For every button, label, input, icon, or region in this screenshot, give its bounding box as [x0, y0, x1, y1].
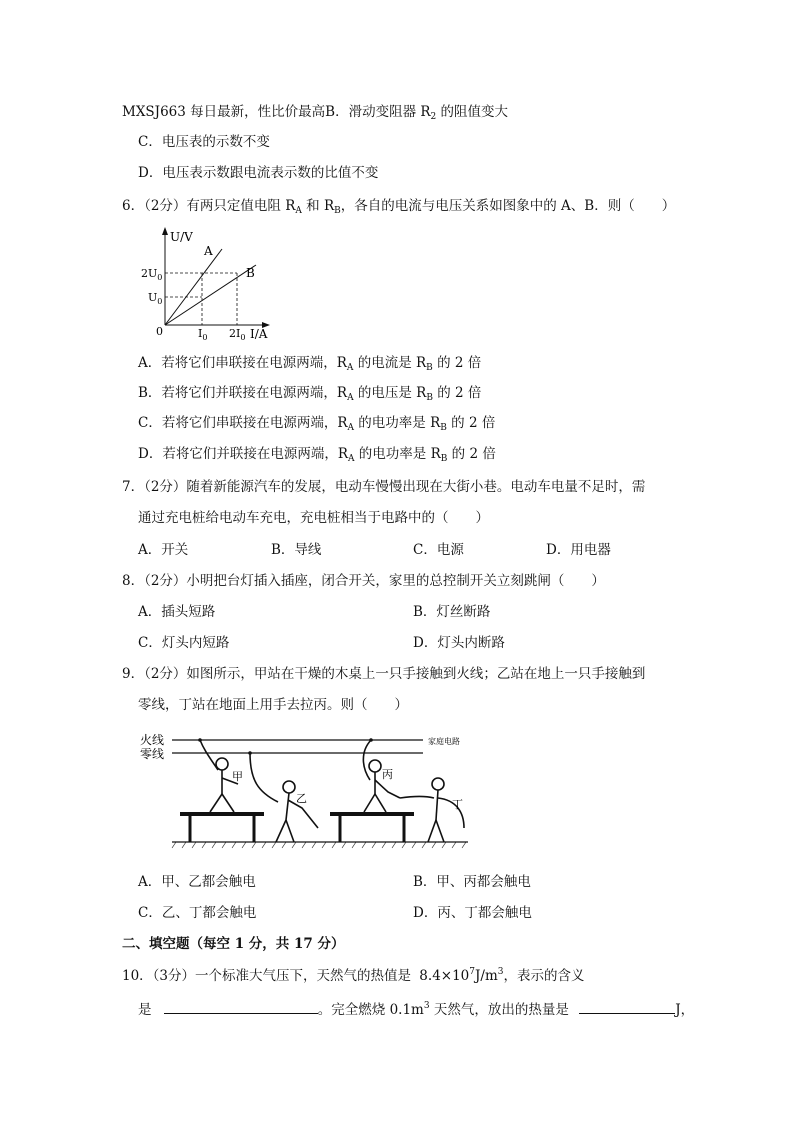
person-jia-label: 甲 — [232, 770, 243, 783]
q7-option-d: D．用电器 — [546, 542, 611, 558]
q8-option-b: B．灯丝断路 — [413, 604, 491, 620]
zero-wire-label: 零线 — [140, 747, 165, 761]
line-a-label: A — [204, 244, 213, 258]
q6-option-d: D．若将它们并联接在电源两端，$R_A$ 的电功率是 $R_B$ 的 2 倍 — [138, 446, 496, 464]
q10-line2: 是 。完全燃烧 $0.1m^3$ 天然气，放出的热量是 J， — [138, 1001, 695, 1018]
x-tick-2i0: $2I_0$ — [229, 327, 246, 342]
section-2-title: 二、填空题（每空 1 分，共 17 分） — [122, 936, 345, 952]
q8-option-a: A．插头短路 — [138, 604, 216, 620]
header-line: MXSJ663 每日最新，性比价最高B．滑动变阻器 $R_2$ 的阻值变大 — [122, 104, 509, 122]
line-b-label: B — [246, 266, 255, 280]
q5-option-c: C．电压表的示数不变 — [138, 134, 270, 150]
table-2-top — [330, 812, 414, 816]
q6-stem: 6．（2分）有两只定值电阻 $R_A$ 和 $R_B$，各自的电流与电压关系如图象中的 A、B．则（ ） — [122, 198, 676, 216]
q9-stem-line1: 9．（2分）如图所示，甲站在干燥的木桌上一只手接触到火线；乙站在地上一只手接触到 — [122, 666, 646, 682]
q9-option-a: A．甲、乙都会触电 — [138, 874, 256, 890]
q10-line1: 10．（3分）一个标准大气压下，天然气的热值是 $8.4\times 10^7J/m^3$，表示的含义 — [122, 967, 585, 984]
ground-hatch — [172, 842, 466, 848]
y-tick-2u0: $2U_0$ — [141, 267, 163, 282]
q5-option-d: D．电压表示数跟电流表示数的比值不变 — [138, 165, 379, 181]
q8-option-c: C．灯头内短路 — [138, 635, 230, 651]
circuit-label: 家庭电路 — [428, 737, 460, 746]
q10-blank-2[interactable] — [579, 999, 675, 1014]
q6-option-a: A．若将它们串联接在电源两端，$R_A$ 的电流是 $R_B$ 的 2 倍 — [138, 355, 482, 373]
person-bing-label: 丙 — [382, 768, 393, 781]
y-axis-label: U/V — [170, 230, 193, 244]
q6-graph — [140, 225, 280, 345]
q9-option-c: C．乙、丁都会触电 — [138, 905, 257, 921]
q9-figure — [138, 728, 483, 858]
q6-option-c: C．若将它们串联接在电源两端，$R_A$ 的电功率是 $R_B$ 的 2 倍 — [138, 415, 496, 433]
q7-stem-line1: 7．（2分）随着新能源汽车的发展，电动车慢慢出现在大街小巷。电动车电量不足时，需 — [122, 479, 646, 495]
person-yi-label: 乙 — [296, 792, 307, 805]
q10-blank-1[interactable] — [164, 999, 318, 1014]
q7-option-a: A．开关 — [138, 542, 189, 558]
origin-label: 0 — [156, 325, 163, 338]
q7-option-b: B．导线 — [271, 542, 322, 558]
q8-stem: 8．（2分）小明把台灯插入插座，闭合开关，家里的总控制开关立刻跳闸（ ） — [122, 573, 605, 589]
q9-stem-line2: 零线，丁站在地面上用手去拉丙。则（ ） — [138, 697, 408, 713]
person-ding-label: 丁 — [452, 798, 463, 811]
y-tick-u0: $U_0$ — [148, 291, 163, 306]
q9-option-b: B．甲、丙都会触电 — [413, 874, 531, 890]
fire-wire-label: 火线 — [140, 733, 165, 747]
x-tick-i0: $I_0$ — [198, 327, 208, 342]
line-a — [165, 249, 222, 325]
x-axis-label: I/A — [250, 327, 268, 341]
person-yi — [250, 753, 318, 842]
q9-option-d: D．丙、丁都会触电 — [413, 905, 532, 921]
table-1-top — [180, 812, 264, 816]
q7-stem-line2: 通过充电桩给电动车充电，充电桩相当于电路中的（ ） — [138, 510, 489, 526]
q8-option-d: D．灯头内断路 — [413, 635, 505, 651]
y-axis-arrow — [162, 227, 168, 235]
q6-option-b: B．若将它们并联接在电源两端，$R_A$ 的电压是 $R_B$ 的 2 倍 — [138, 385, 482, 403]
q7-option-c: C．电源 — [413, 542, 464, 558]
line-b — [165, 265, 256, 325]
